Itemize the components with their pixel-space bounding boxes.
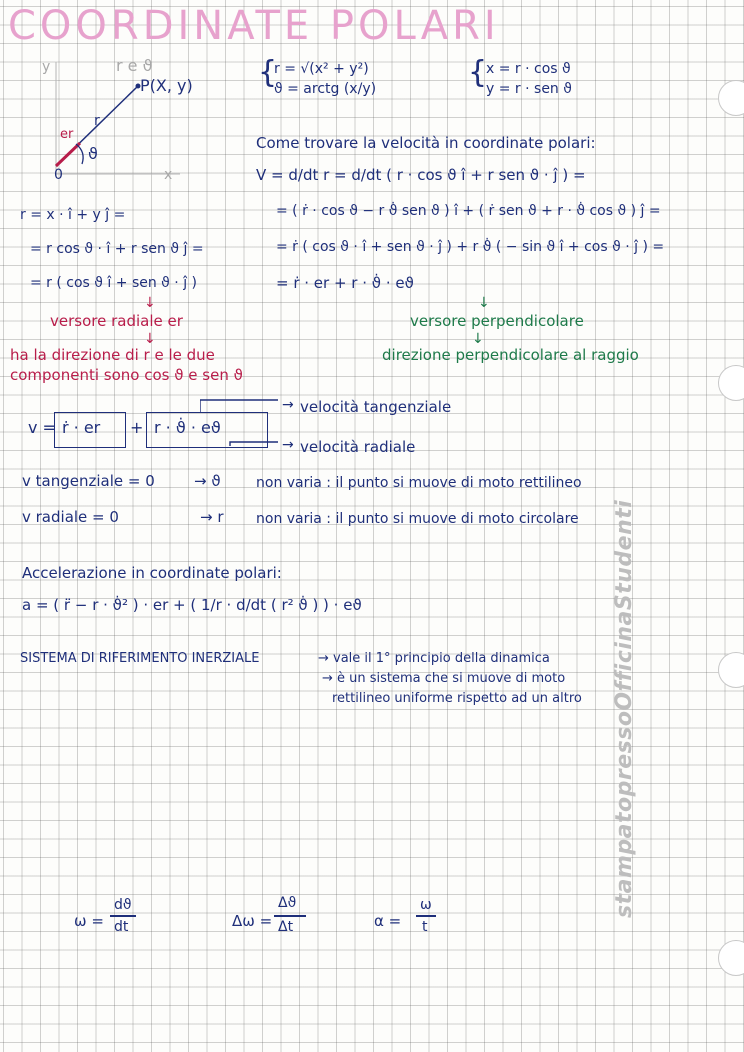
radial-velocity-label: velocità radiale [300, 438, 416, 456]
acceleration-formula: a = ( r̈ − r · ϑ̇² ) · er + ( 1/r · d/dt ( r² ϑ̇ ) ) · eϑ [22, 596, 362, 614]
delta-omega-denominator: Δt [278, 919, 294, 935]
boxed-term2: r · ϑ̇ · eϑ [154, 418, 221, 437]
omega-lhs: ω = [74, 912, 104, 930]
alpha-denominator: t [422, 919, 428, 935]
omega-denominator: dt [114, 919, 129, 935]
velocity-eq1: V = d/dt r = d/dt ( r · cos ϑ î + r sen ϑ · ĵ ) = [256, 166, 586, 184]
boxed-term1: ṙ · er [62, 418, 101, 437]
system1-line1: r = √(x² + y²) [274, 61, 369, 77]
down-arrow-icon: ↓ [144, 295, 156, 311]
alpha-numerator: ω [420, 897, 432, 913]
fraction-bar [274, 915, 306, 917]
x-axis-label: x [164, 167, 173, 183]
inertial-line2: → è un sistema che si muove di moto [322, 671, 566, 686]
alpha-lhs: α = [374, 912, 402, 930]
velocity-eq2: = ( ṙ · cos ϑ − r ϑ̇ sen ϑ ) î + ( ṙ sen ϑ + r · ϑ̇ cos ϑ ) ĵ = [276, 203, 661, 219]
inertial-line1: → vale il 1° principio della dinamica [318, 651, 550, 666]
velocity-eq3: = ṙ ( cos ϑ · î + sen ϑ · ĵ ) + r ϑ̇ ( − sin ϑ î + cos ϑ · ĵ ) = [276, 239, 665, 255]
case-radial-arrow: → r [200, 508, 224, 526]
faint-label: r e ϑ [116, 56, 153, 75]
case-radial-right: non varia : il punto si muove di moto circolare [256, 511, 579, 527]
boxed-v: v = [28, 418, 56, 437]
delta-omega-lhs: Δω = [232, 912, 273, 930]
punch-hole [718, 365, 744, 401]
inertial-label: SISTEMA DI RIFERIMENTO INERZIALE [20, 651, 260, 666]
perpendicular-versor-label: versore perpendicolare [410, 312, 584, 330]
boxed-plus: + [130, 418, 144, 437]
position-eq1: r = x · î + y ĵ = [20, 207, 126, 223]
point-label: P(X, y) [140, 76, 193, 95]
omega-numerator: dϑ [114, 897, 132, 913]
case-radial-left: v radiale = 0 [22, 508, 119, 526]
punch-hole [718, 80, 744, 116]
er-label: er [60, 127, 74, 142]
perpendicular-note: direzione perpendicolare al raggio [382, 346, 639, 364]
punch-hole [718, 940, 744, 976]
velocity-eq4: = ṙ · er + r · ϑ̇ · eϑ [276, 274, 414, 292]
punch-hole [718, 652, 744, 688]
tangential-velocity-label: velocità tangenziale [300, 398, 452, 416]
brace: { [258, 55, 278, 90]
radial-note-line2: componenti sono cos ϑ e sen ϑ [10, 366, 243, 384]
down-arrow-icon: ↓ [144, 331, 156, 347]
r-label: r [94, 113, 100, 129]
y-axis-label: y [42, 59, 51, 75]
origin-label: 0 [54, 167, 63, 183]
system2-line2: y = r · sen ϑ [486, 81, 572, 97]
arrow-icon: → [282, 437, 294, 453]
position-eq3: = r ( cos ϑ î + sen ϑ · ĵ ) [30, 275, 197, 291]
watermark: stampatopressoOfficinaStudenti [612, 499, 637, 918]
theta-label: ϑ [88, 144, 98, 163]
case-tangential-arrow: → ϑ [194, 472, 221, 490]
velocity-heading: Come trovare la velocità in coordinate polari: [256, 134, 596, 152]
case-tangential-right: non varia : il punto si muove di moto rettilineo [256, 475, 582, 491]
system1-line2: ϑ = arctg (x/y) [274, 81, 377, 97]
fraction-bar [416, 915, 436, 917]
page-title: COORDINATE POLARI [8, 3, 500, 49]
delta-omega-numerator: Δϑ [278, 895, 297, 911]
case-tangential-left: v tangenziale = 0 [22, 472, 155, 490]
system2-line1: x = r · cos ϑ [486, 61, 571, 77]
brace: { [468, 55, 488, 90]
radial-versor-label: versore radiale er [50, 312, 183, 330]
radial-note-line1: ha la direzione di r e le due [10, 346, 215, 364]
arrow-icon: → [282, 397, 294, 413]
position-eq2: = r cos ϑ · î + r sen ϑ ĵ = [30, 241, 204, 257]
acceleration-heading: Accelerazione in coordinate polari: [22, 564, 282, 582]
down-arrow-icon: ↓ [472, 331, 484, 347]
down-arrow-icon: ↓ [478, 295, 490, 311]
inertial-line3: rettilineo uniforme rispetto ad un altro [332, 691, 582, 706]
fraction-bar [110, 915, 136, 917]
